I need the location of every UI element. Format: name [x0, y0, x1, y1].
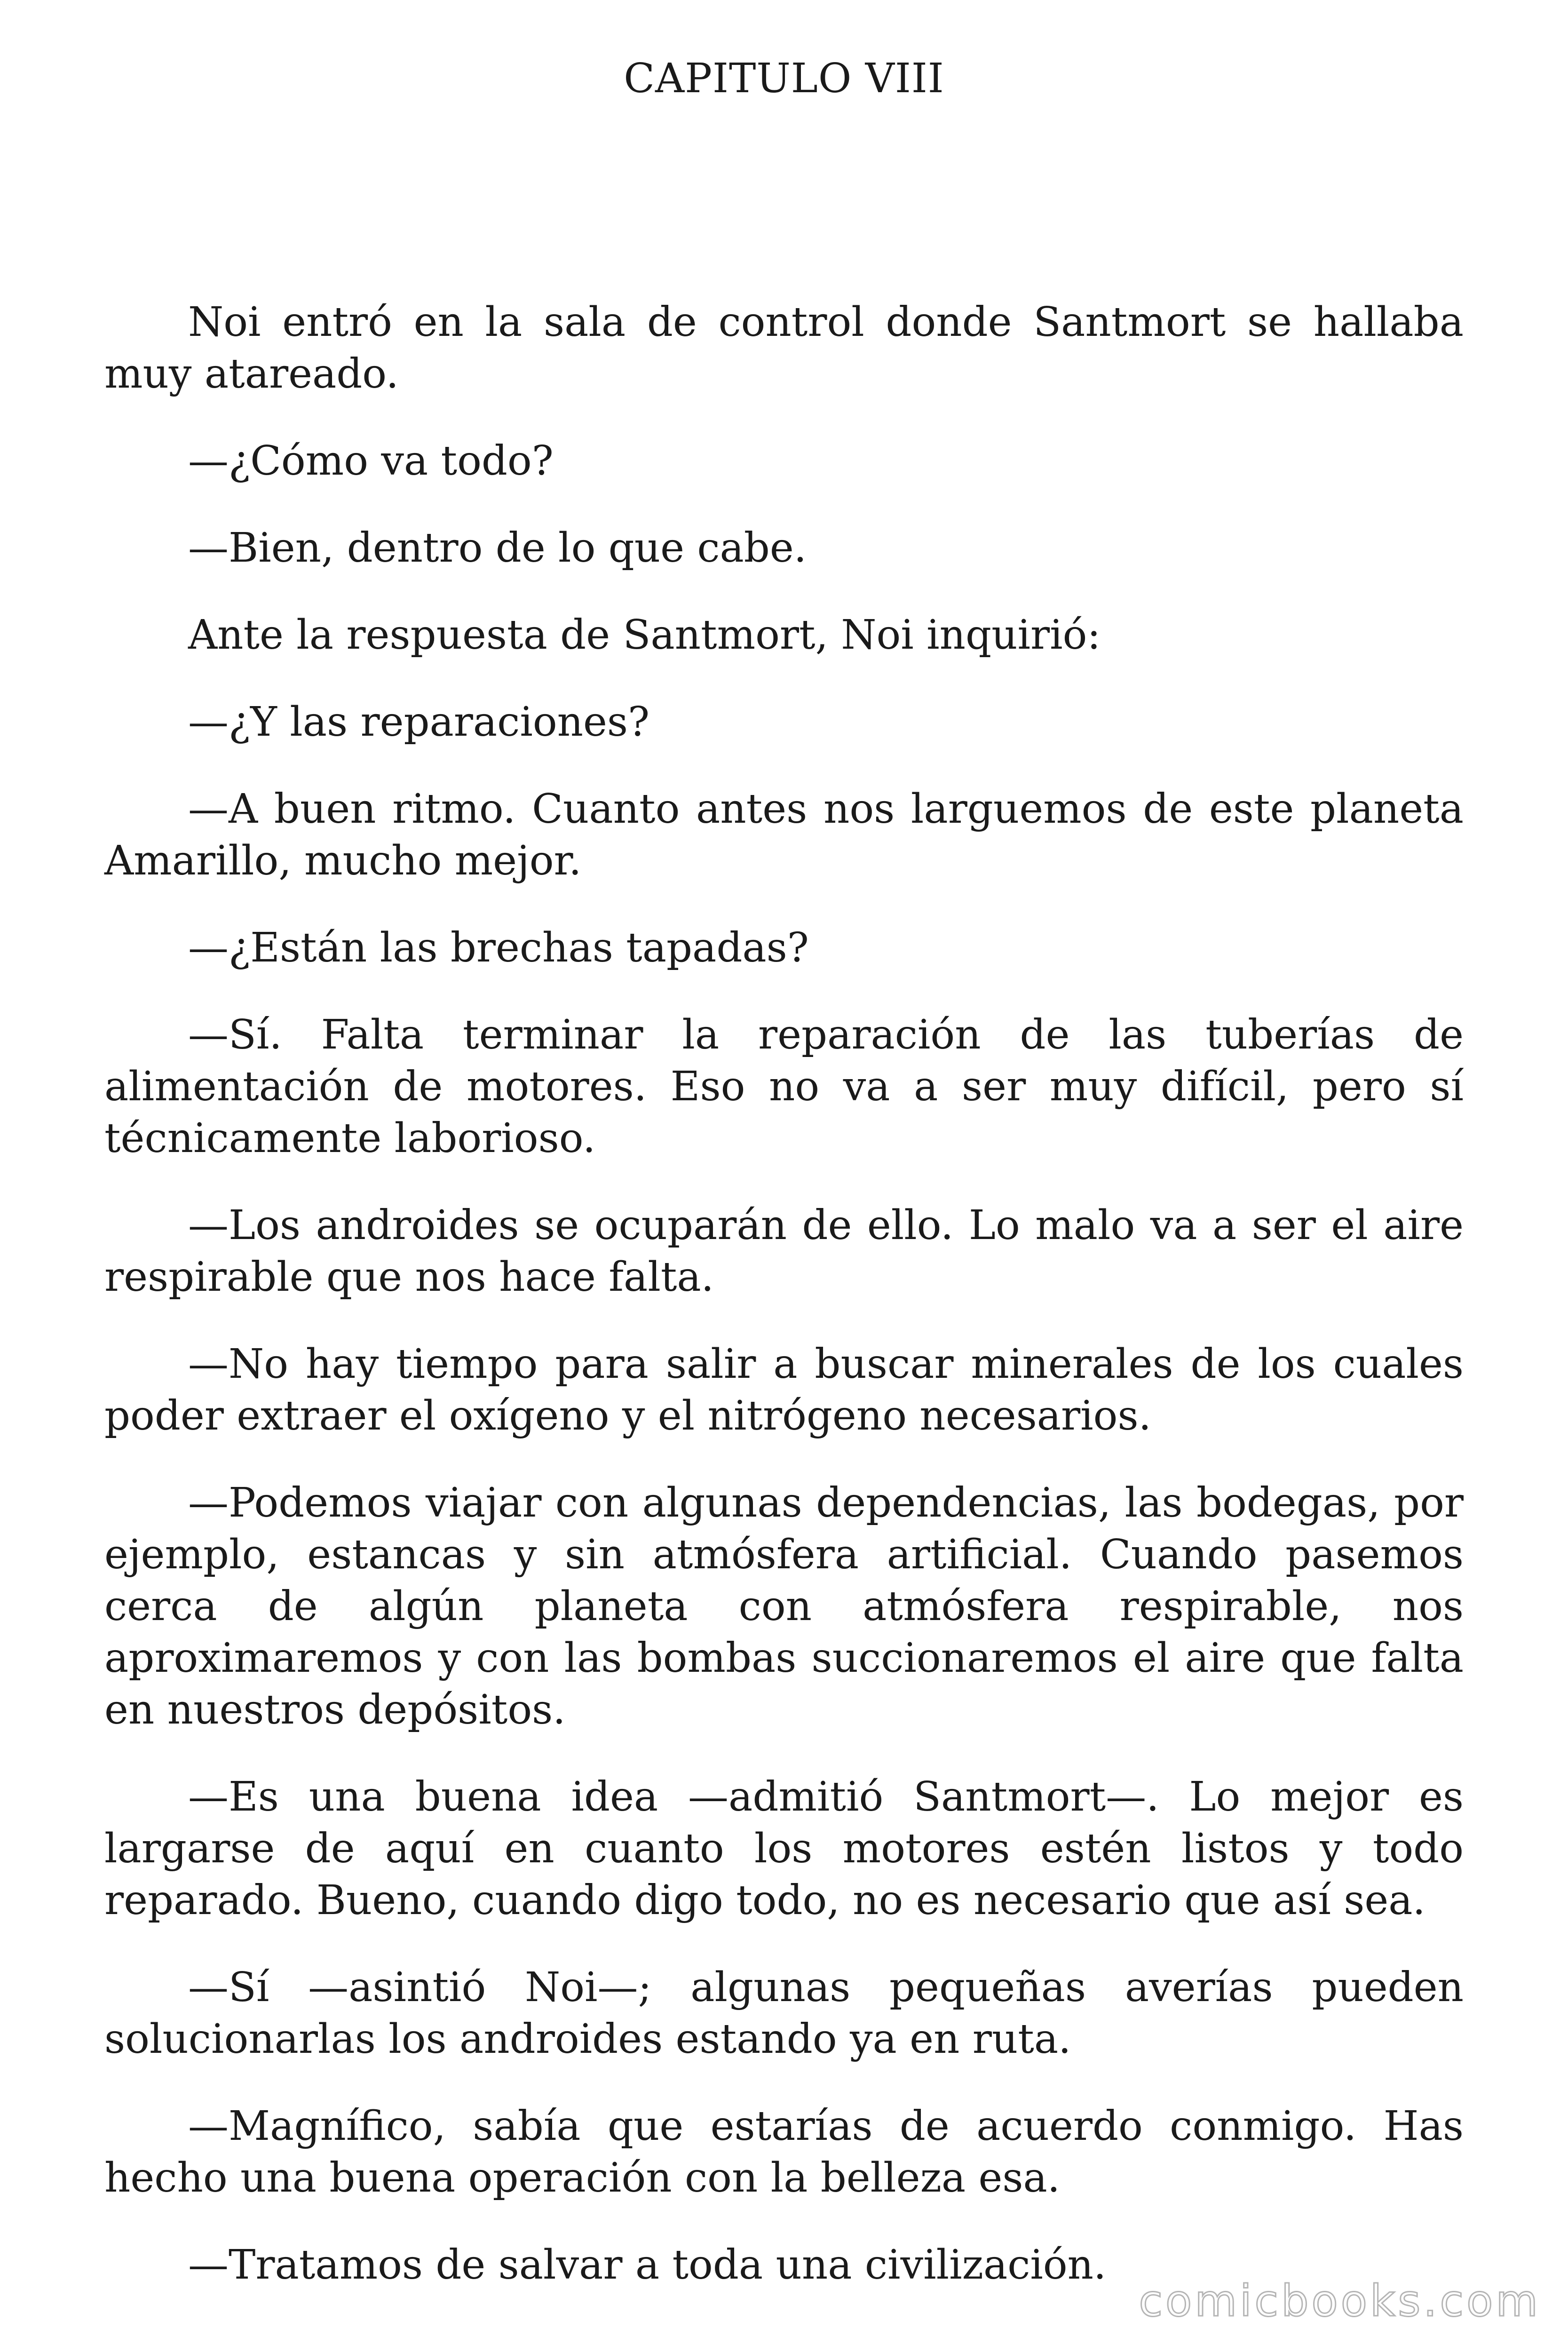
- paragraph: —A buen ritmo. Cuanto antes nos larguemos de este planeta Amarillo, mucho mejor.: [104, 786, 1464, 884]
- paragraph: —¿Cómo va todo?: [188, 437, 554, 485]
- paragraph: —Los androides se ocuparán de ello. Lo malo va a ser el aire respirable que nos hace falta.: [104, 1202, 1464, 1301]
- chapter-body: [104, 296, 1464, 2326]
- paragraph: —Magnífico, sabía que estarías de acuerdo conmigo. Has hecho una buena operación con la belleza esa.: [104, 2103, 1464, 2201]
- paragraph: —¿Y las reparaciones?: [188, 699, 650, 746]
- paragraph: Ante la respuesta de Santmort, Noi inquirió:: [188, 612, 1101, 659]
- paragraph: —¿Están las brechas tapadas?: [188, 924, 809, 971]
- paragraph: —Podemos viajar con algunas dependencias, las bodegas, por ejemplo, estancas y sin atmósfera artificial. Cuando pasemos cerca de algún planeta con atmósfera respirable, nos aproximaremos y con las bombas succionaremos el aire que falta en nuestros depósitos.: [104, 1479, 1464, 1733]
- watermark-logo: comicbooks.com: [1139, 2276, 1541, 2326]
- paragraph: —Es una buena idea —admitió Santmort—. Lo mejor es largarse de aquí en cuanto los motores estén listos y todo reparado. Bueno, cuando digo todo, no es necesario que así sea.: [104, 1773, 1464, 1924]
- paragraph: —Bien, dentro de lo que cabe.: [188, 524, 807, 572]
- paragraph: —Sí. Falta terminar la reparación de las tuberías de alimentación de motores. Eso no va a ser muy difícil, pero sí técnicamente laborioso.: [104, 1011, 1464, 1162]
- paragraph: —Tratamos de salvar a toda una civilización.: [188, 2241, 1107, 2288]
- chapter-title: CAPITULO VIII: [624, 55, 944, 102]
- paragraph: Noi entró en la sala de control donde Santmort se hallaba muy atareado.: [104, 299, 1464, 397]
- paragraph: —Sí —asintió Noi—; algunas pequeñas averías pueden solucionarlas los androides estando ya en ruta.: [104, 1964, 1464, 2063]
- paragraph: —No hay tiempo para salir a buscar minerales de los cuales poder extraer el oxígeno y el nitrógeno necesarios.: [104, 1341, 1464, 1439]
